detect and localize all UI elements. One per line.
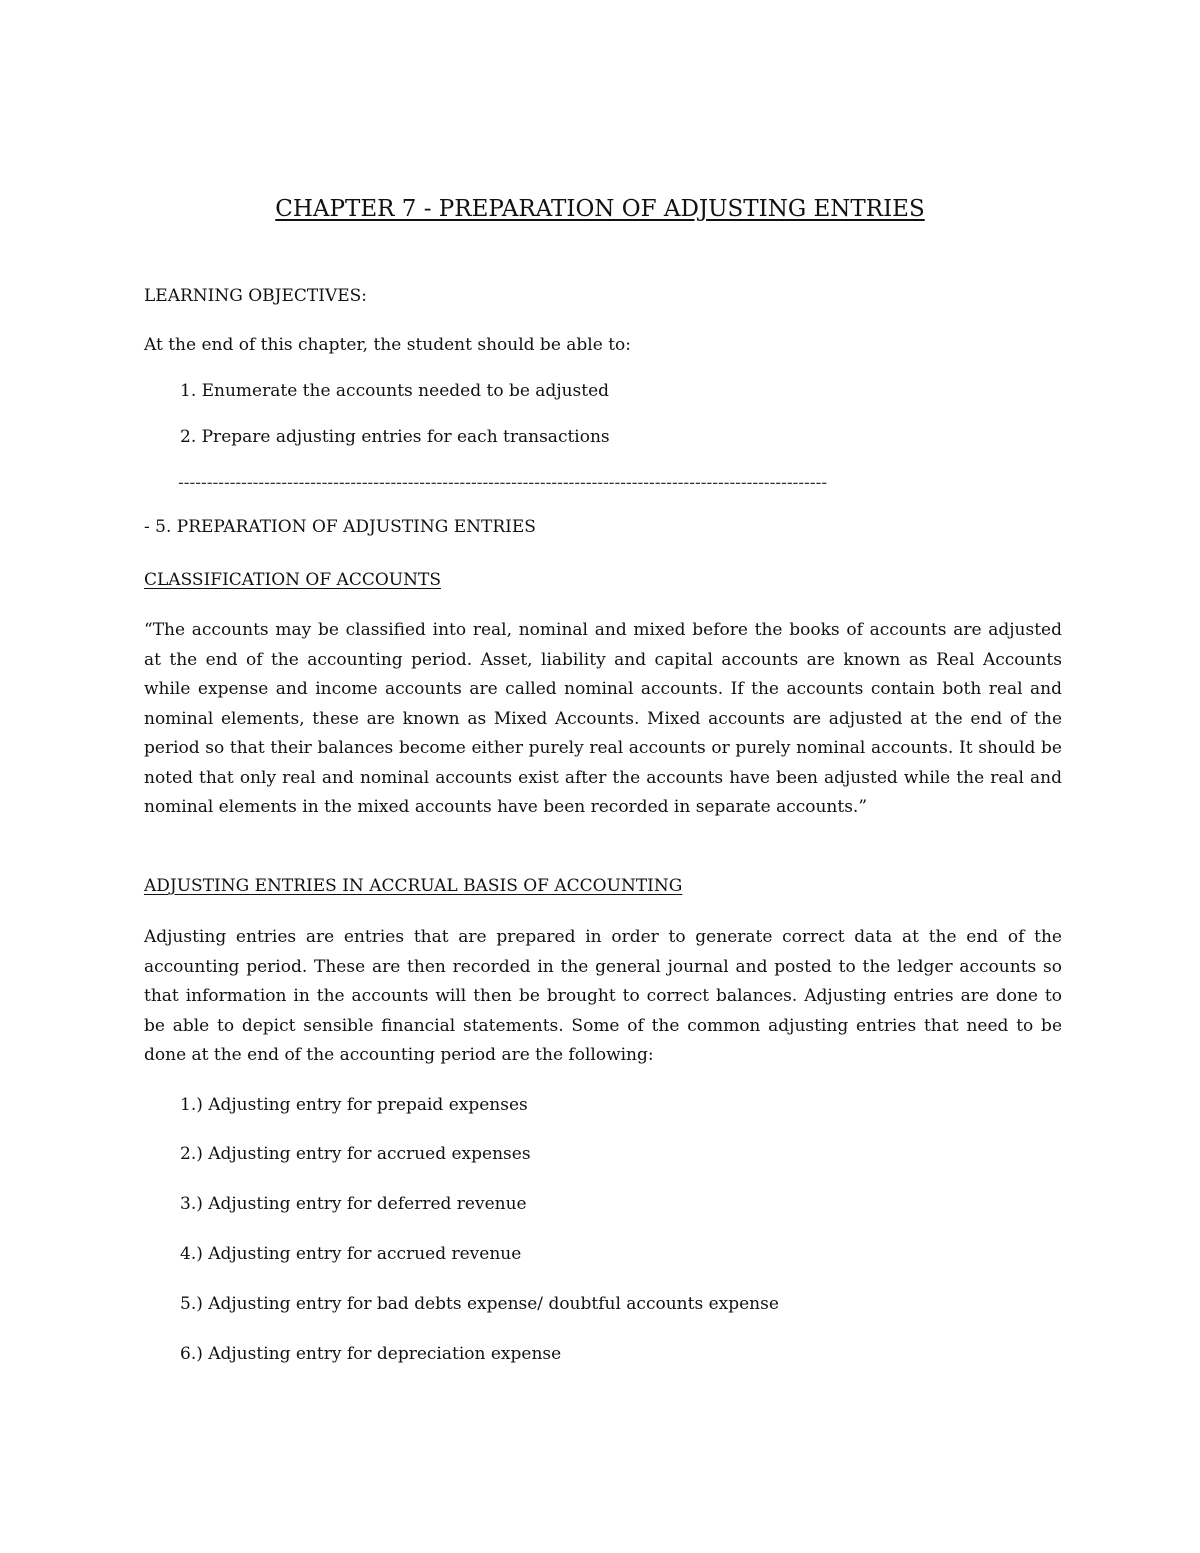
divider: ----------------------------------------------------------------------------------------------------------------- [178,473,828,493]
adjusting-list-item: 3.) Adjusting entry for deferred revenue [180,1194,527,1214]
adjusting-list-item: 1.) Adjusting entry for prepaid expenses [180,1095,528,1115]
classification-heading: CLASSIFICATION OF ACCOUNTS [144,570,441,590]
objective-item: 2. Prepare adjusting entries for each transactions [180,427,610,447]
accrual-paragraph: Adjusting entries are entries that are prepared in order to generate correct data at the end of the accounting period. These are then recorded in the general journal and posted to the ledger accounts so that information in the accounts will then be brought to correct balances. Adjusting entries are done to be able to depict sensible financial statements. Some of the common adjusting entries that need to be done at the end of the accounting period are the following: [144,927,1062,1065]
page-title: CHAPTER 7 - PREPARATION OF ADJUSTING ENTRIES [275,196,925,222]
objective-item: 1. Enumerate the accounts needed to be adjusted [180,381,610,401]
classification-paragraph: “The accounts may be classified into real, nominal and mixed before the books of accounts are adjusted at the end of the accounting period. Asset, liability and capital accounts are known as Real Accounts while expense and income accounts are called nominal accounts. If the accounts contain both real and nominal elements, these are known as Mixed Accounts. Mixed accounts are adjusted at the end of the period so that their balances become either purely real accounts or purely nominal accounts. It should be noted that only real and nominal accounts exist after the accounts have been adjusted while the real and nominal elements in the mixed accounts have been recorded in separate accounts.” [144,620,1062,817]
adjusting-list-item: 5.) Adjusting entry for bad debts expense/ doubtful accounts expense [180,1294,779,1314]
adjusting-list-item: 4.) Adjusting entry for accrued revenue [180,1244,522,1264]
section-heading: - 5. PREPARATION OF ADJUSTING ENTRIES [144,517,536,537]
intro-line: At the end of this chapter, the student should be able to: [144,335,631,355]
accrual-heading: ADJUSTING ENTRIES IN ACCRUAL BASIS OF ACCOUNTING [144,876,683,896]
learning-objectives-heading: LEARNING OBJECTIVES: [144,286,368,306]
adjusting-list-item: 6.) Adjusting entry for depreciation expense [180,1344,562,1364]
adjusting-list-item: 2.) Adjusting entry for accrued expenses [180,1144,531,1164]
